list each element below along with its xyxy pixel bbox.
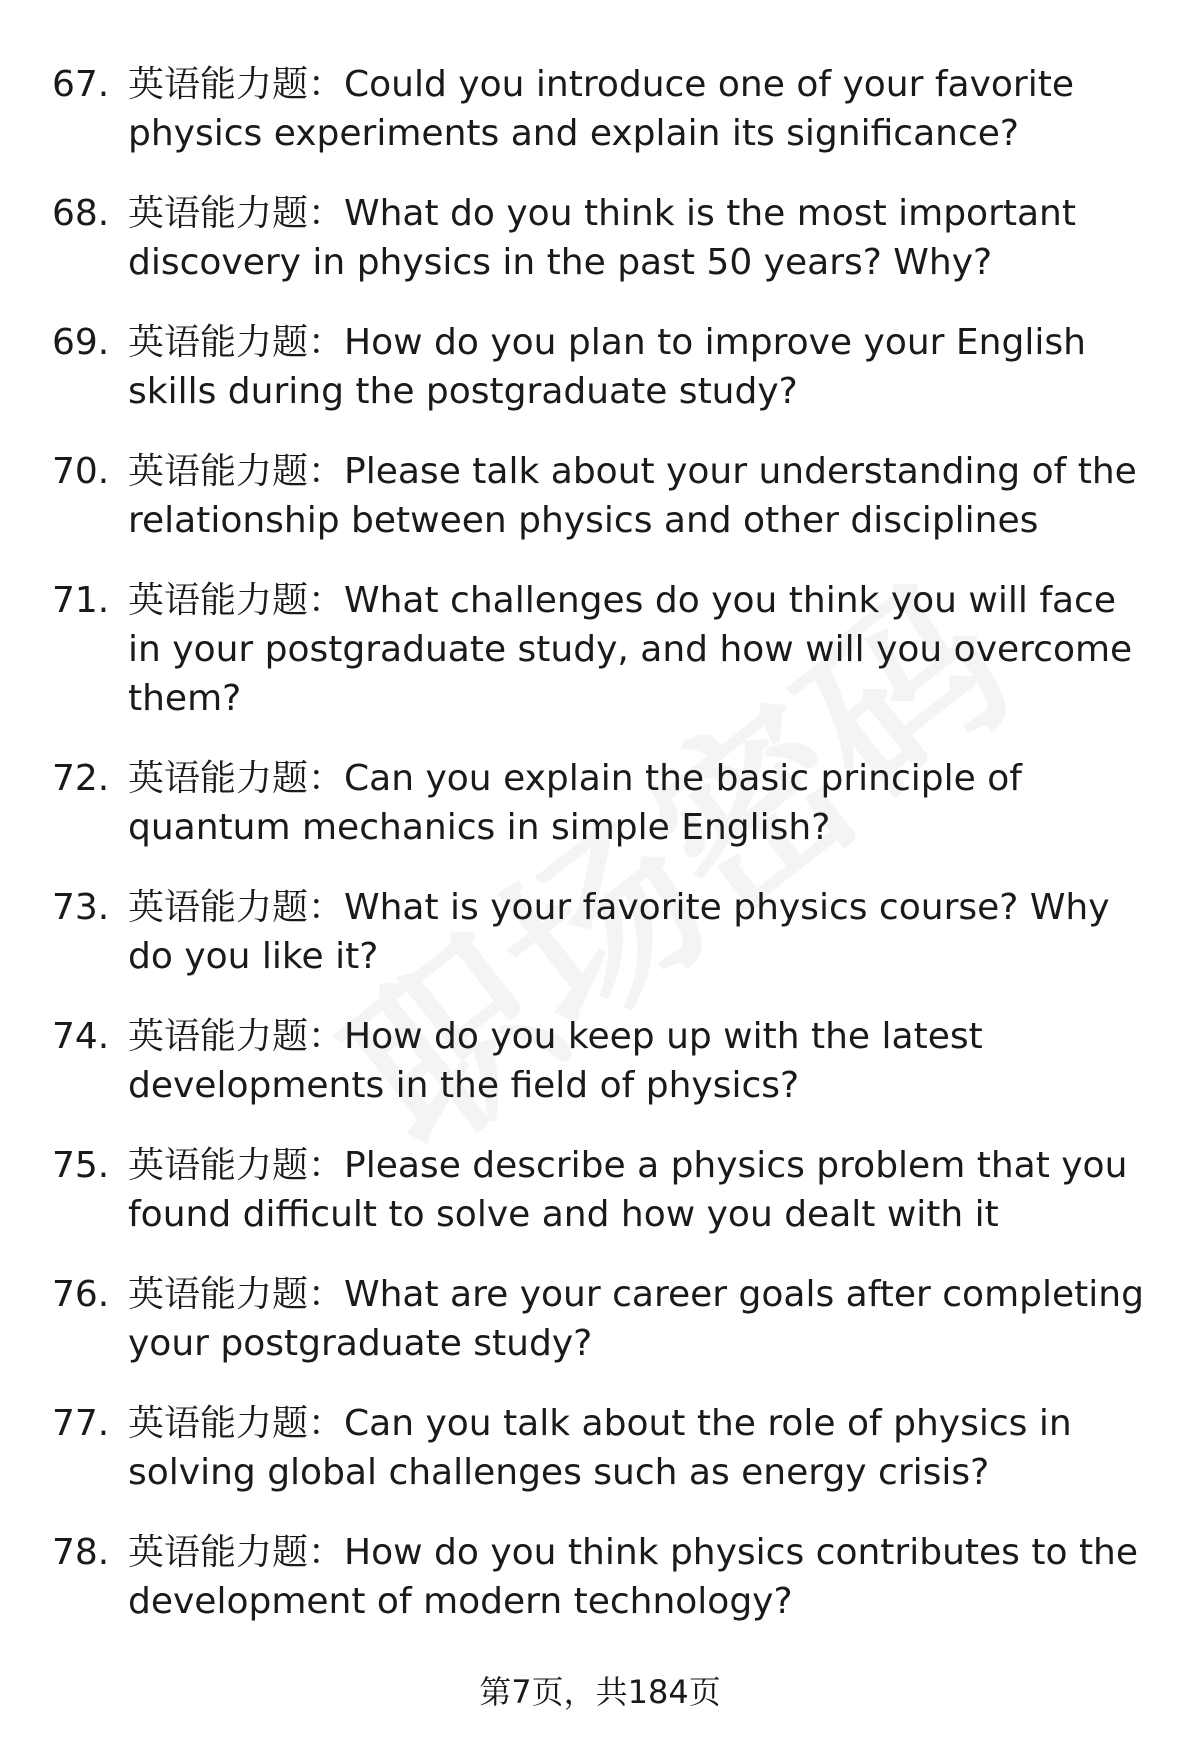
question-text bbox=[128, 447, 1160, 545]
question-body: How do you keep up with the latest developments in the field of physics? bbox=[128, 1016, 983, 1106]
question-body: Can you explain the basic principle of quantum mechanics in simple English? bbox=[128, 758, 1022, 848]
question-text bbox=[128, 1012, 1160, 1110]
list-item bbox=[0, 883, 1200, 981]
question-tag: 英语能力题： bbox=[128, 1274, 345, 1315]
question-number: 68. bbox=[52, 193, 110, 234]
question-number: 69. bbox=[52, 322, 110, 363]
question-body: How do you plan to improve your English skills during the postgraduate study? bbox=[128, 322, 1086, 412]
question-number: 74. bbox=[52, 1016, 110, 1057]
question-text bbox=[128, 1528, 1160, 1626]
question-number: 75. bbox=[52, 1145, 110, 1186]
question-tag: 英语能力题： bbox=[128, 64, 345, 105]
list-item bbox=[0, 318, 1200, 416]
question-number: 67. bbox=[52, 64, 110, 105]
list-item bbox=[0, 1399, 1200, 1497]
question-body: Can you talk about the role of physics in solving global challenges such as energy crisis? bbox=[128, 1403, 1072, 1493]
question-body: What challenges do you think you will face in your postgraduate study, and how will you overcome them? bbox=[128, 580, 1133, 719]
list-item bbox=[0, 1141, 1200, 1239]
question-text bbox=[128, 318, 1160, 416]
question-tag: 英语能力题： bbox=[128, 580, 345, 621]
list-item bbox=[0, 1270, 1200, 1368]
question-body: What do you think is the most important discovery in physics in the past 50 years? Why? bbox=[128, 193, 1076, 283]
question-tag: 英语能力题： bbox=[128, 1145, 345, 1186]
question-list bbox=[0, 60, 1200, 1657]
list-item bbox=[0, 189, 1200, 287]
question-text bbox=[128, 576, 1160, 723]
page-footer: 第7页，共184页 bbox=[479, 1673, 721, 1711]
question-number: 72. bbox=[52, 758, 110, 799]
question-number: 70. bbox=[52, 451, 110, 492]
question-tag: 英语能力题： bbox=[128, 322, 345, 363]
question-body: What is your favorite physics course? Why do you like it? bbox=[128, 887, 1110, 977]
list-item bbox=[0, 1012, 1200, 1110]
question-tag: 英语能力题： bbox=[128, 193, 345, 234]
list-item bbox=[0, 447, 1200, 545]
question-body: Could you introduce one of your favorite physics experiments and explain its significance? bbox=[128, 64, 1074, 154]
question-tag: 英语能力题： bbox=[128, 451, 345, 492]
question-tag: 英语能力题： bbox=[128, 1532, 345, 1573]
question-text bbox=[128, 1141, 1160, 1239]
question-text bbox=[128, 883, 1160, 981]
question-tag: 英语能力题： bbox=[128, 758, 345, 799]
question-number: 76. bbox=[52, 1274, 110, 1315]
question-number: 73. bbox=[52, 887, 110, 928]
question-number: 77. bbox=[52, 1403, 110, 1444]
question-tag: 英语能力题： bbox=[128, 1403, 345, 1444]
list-item bbox=[0, 60, 1200, 158]
question-body: Please describe a physics problem that you found difficult to solve and how you dealt with it bbox=[128, 1145, 1128, 1235]
question-number: 71. bbox=[52, 580, 110, 621]
question-body: How do you think physics contributes to the development of modern technology? bbox=[128, 1532, 1139, 1622]
question-body: What are your career goals after completing your postgraduate study? bbox=[128, 1274, 1144, 1364]
question-tag: 英语能力题： bbox=[128, 1016, 345, 1057]
list-item bbox=[0, 576, 1200, 723]
question-text bbox=[128, 754, 1160, 852]
question-text bbox=[128, 1399, 1160, 1497]
question-tag: 英语能力题： bbox=[128, 887, 345, 928]
question-number: 78. bbox=[52, 1532, 110, 1573]
question-body: Please talk about your understanding of the relationship between physics and other disciplines bbox=[128, 451, 1137, 541]
question-text bbox=[128, 189, 1160, 287]
list-item bbox=[0, 754, 1200, 852]
list-item bbox=[0, 1528, 1200, 1626]
question-text bbox=[128, 60, 1160, 158]
question-text bbox=[128, 1270, 1160, 1368]
